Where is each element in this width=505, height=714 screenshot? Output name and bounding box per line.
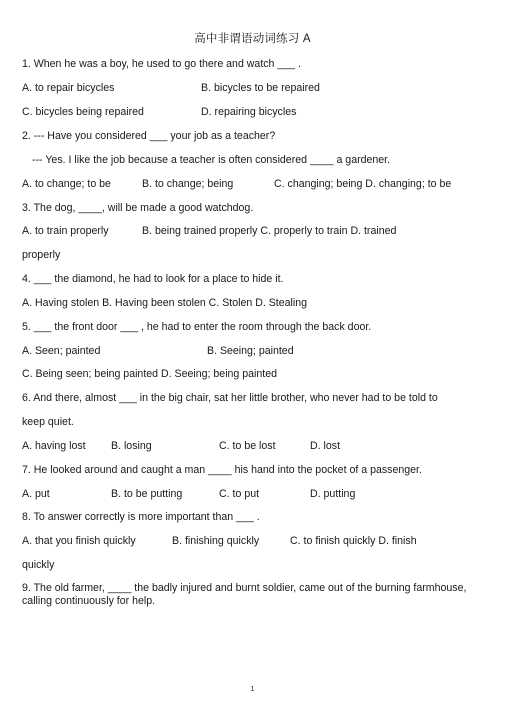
question-4-text: 4. ___ the diamond, he had to look for a place to hide it. (22, 273, 284, 285)
page-title: 高中非谓语动词练习 A (194, 33, 311, 45)
question-6-text: 6. And there, almost ___ in the big chair, sat her little brother, who never had to be told to (22, 392, 438, 404)
option-a: A. to repair bicycles (22, 82, 115, 94)
option-c: C. bicycles being repaired (22, 106, 144, 118)
option-a: A. having lost (22, 440, 86, 452)
option-a: A. to train properly (22, 225, 109, 237)
option-c: C. to be lost (219, 440, 276, 452)
option-c: C. to put (219, 488, 260, 500)
question-6-text-wrap: keep quiet. (22, 416, 74, 428)
option-c-d: C. changing; being D. changing; to be (274, 178, 452, 190)
option-d: D. lost (310, 440, 341, 452)
option-d-wrap: properly (22, 249, 61, 261)
option-a: A. that you finish quickly (22, 535, 136, 547)
option-b: B. to change; being (142, 178, 234, 190)
options-abcd: A. Having stolen B. Having been stolen C. Stolen D. Stealing (22, 297, 308, 309)
option-a: A. put (22, 488, 50, 500)
option-c-d: C. to finish quickly D. finish (290, 535, 417, 547)
question-3-text: 3. The dog, ____, will be made a good watchdog. (22, 202, 254, 214)
question-2-text: 2. --- Have you considered ___ your job as a teacher? (22, 130, 276, 142)
page-number: 1 (250, 686, 255, 693)
option-b: B. Seeing; painted (207, 345, 294, 357)
options-cd: C. Being seen; being painted D. Seeing; being painted (22, 368, 278, 380)
option-b: B. finishing quickly (172, 535, 260, 547)
question-8-text: 8. To answer correctly is more important than ___ . (22, 511, 260, 523)
option-d: D. repairing bicycles (201, 106, 297, 118)
option-d-wrap: quickly (22, 559, 55, 571)
question-1-text: 1. When he was a boy, he used to go there and watch ___ . (22, 58, 301, 70)
option-a: A. Seen; painted (22, 345, 101, 357)
question-7-text: 7. He looked around and caught a man ____ his hand into the pocket of a passenger. (22, 464, 422, 476)
option-b-c-d: B. being trained properly C. properly to train D. trained (142, 225, 397, 237)
option-d: D. putting (310, 488, 356, 500)
option-b: B. bicycles to be repaired (201, 82, 320, 94)
option-b: B. losing (111, 440, 152, 452)
option-b: B. to be putting (111, 488, 183, 500)
question-2-reply-text: --- Yes. I like the job because a teacher is often considered ____ a gardener. (32, 154, 391, 166)
option-a: A. to change; to be (22, 178, 111, 190)
question-9: 9. The old farmer, ____ the badly injured and burnt soldier, came out of the burning farmhouse, calling continuously for help. (22, 582, 467, 607)
question-5-text: 5. ___ the front door ___ , he had to enter the room through the back door. (22, 321, 372, 333)
